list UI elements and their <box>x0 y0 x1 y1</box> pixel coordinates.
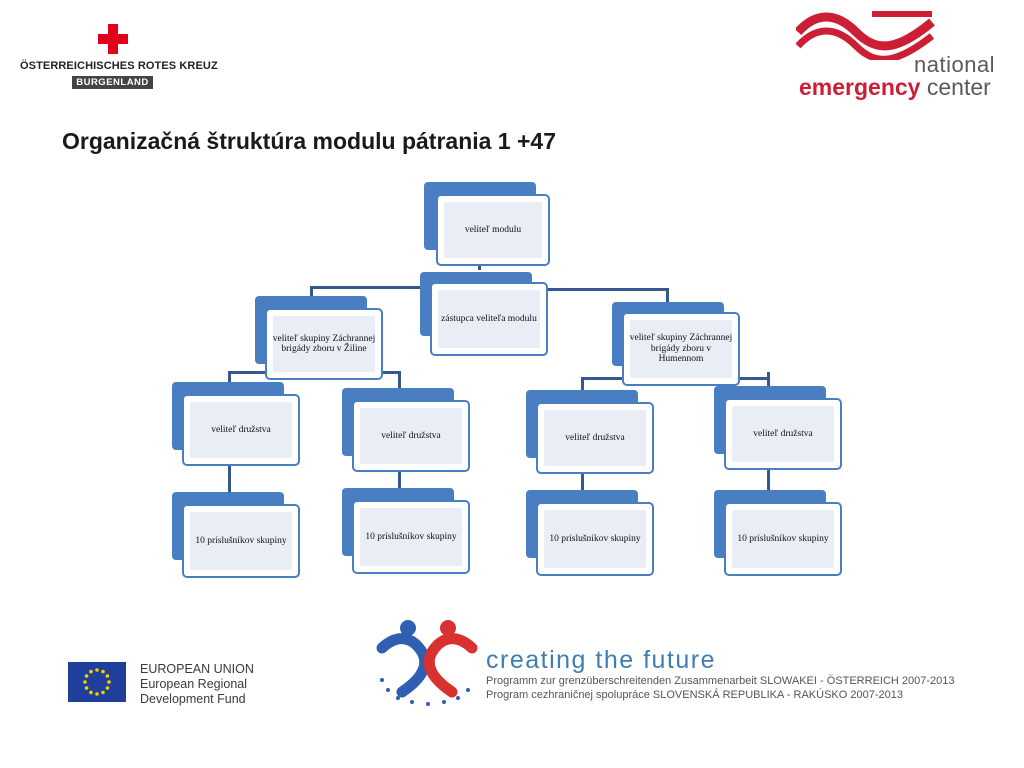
eu-text <box>140 662 254 707</box>
node-members-2-label: 10 príslušníkov skupiny <box>365 531 457 542</box>
nec-word-center: center <box>926 74 991 100</box>
eu-line-2: European Regional <box>140 677 248 691</box>
node-deputy-label: zástupca veliteľa modulu <box>441 313 537 324</box>
program-sk: Program cezhraničnej spolupráce SLOVENSKÁ REPUBLIKA - RAKÚSKO 2007-2013 <box>486 689 903 701</box>
node-group-left-label: veliteľ skupiny Záchrannej brigády zboru v Žiline <box>272 333 376 354</box>
connector <box>666 288 669 302</box>
slogan: creating the future <box>486 646 717 674</box>
people-figures-icon <box>372 618 482 708</box>
page-title: Organizačná štruktúra modulu pátrania 1 +47 <box>62 128 557 154</box>
connector <box>310 286 425 289</box>
node-commander-label: veliteľ modulu <box>464 224 522 235</box>
creating-the-future-logo <box>372 618 972 708</box>
eu-line-1: EUROPEAN UNION <box>140 662 254 676</box>
connector <box>398 371 401 389</box>
eu-flag-icon <box>68 662 126 702</box>
connector <box>767 372 770 387</box>
connector <box>767 469 770 491</box>
red-cross-name: ÖSTERREICHISCHES ROTES KREUZ <box>20 60 218 72</box>
nec-word-emergency: emergency <box>799 74 921 100</box>
node-members-4-label: 10 príslušníkov skupiny <box>737 533 829 544</box>
node-squad-4-label: veliteľ družstva <box>753 428 813 439</box>
eu-line-3: Development Fund <box>140 692 246 706</box>
connector <box>581 377 584 391</box>
connector <box>228 464 231 494</box>
node-members-3-label: 10 príslušníkov skupiny <box>549 533 641 544</box>
connector <box>545 288 669 291</box>
node-squad-3-label: veliteľ družstva <box>565 432 625 443</box>
nec-word-national: national <box>914 52 996 77</box>
program-de: Programm zur grenzüberschreitenden Zusammenarbeit SLOWAKEI - ÖSTERREICH 2007-2013 <box>486 675 955 687</box>
node-squad-1-label: veliteľ družstva <box>211 424 271 435</box>
node-members-1-label: 10 príslušníkov skupiny <box>195 535 287 546</box>
connector <box>398 470 401 490</box>
node-squad-2-label: veliteľ družstva <box>381 430 441 441</box>
connector <box>581 472 584 492</box>
red-cross-region: BURGENLAND <box>72 76 153 89</box>
node-group-right-label: veliteľ skupiny Záchrannej brigády zboru v Humennom <box>629 333 733 365</box>
